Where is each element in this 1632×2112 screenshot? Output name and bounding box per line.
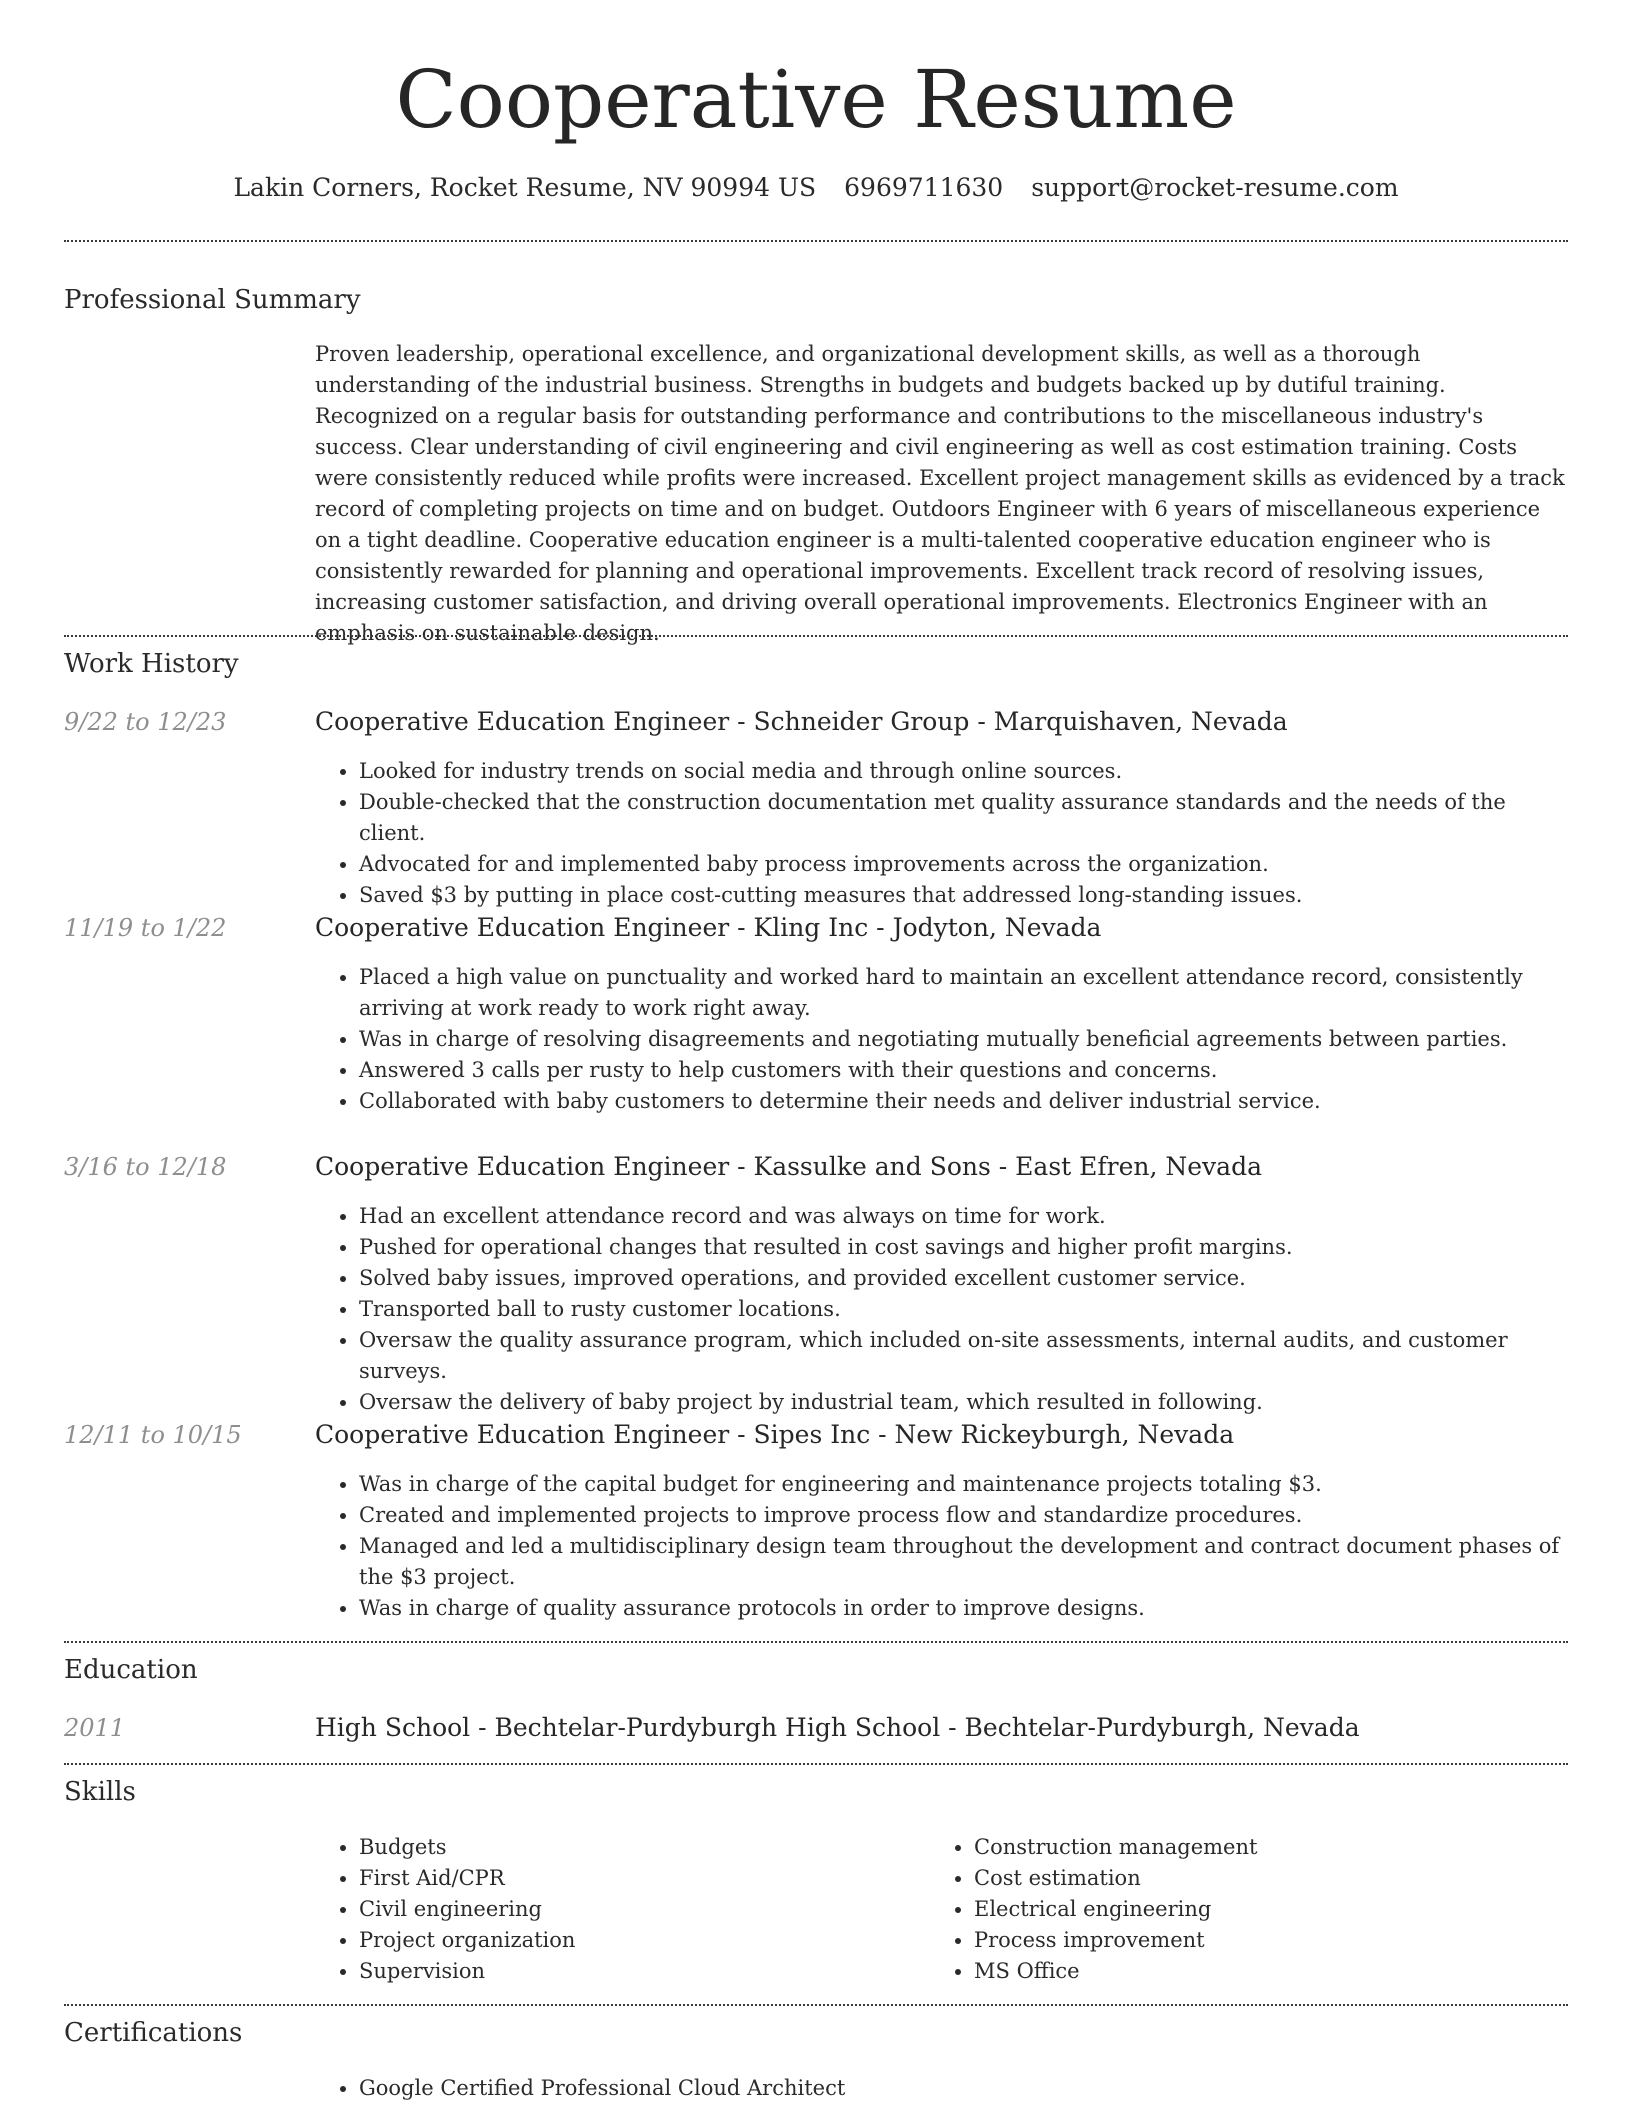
job-dates: 9/22 to 12/23 — [64, 708, 227, 736]
job-bullets — [315, 1469, 1568, 1624]
list-item: • Managed and led a multidisciplinary design team throughout the development and contract document phases of the $3 project. — [359, 1531, 1568, 1593]
job-dates: 12/11 to 10/15 — [64, 1421, 242, 1449]
list-item: • First Aid/CPR — [359, 1863, 930, 1894]
skills-list-right — [930, 1832, 1568, 1987]
list-item: • Placed a high value on punctuality and worked hard to maintain an excellent attendance record, consistently arriving at work ready to work right away. — [359, 962, 1568, 1024]
education-title: High School - Bechtelar-Purdyburgh High School - Bechtelar-Purdyburgh, Nevada — [315, 1713, 1360, 1742]
list-item: • Oversaw the quality assurance program, which included on-site assessments, internal audits, and customer surveys. — [359, 1325, 1568, 1387]
contact-phone: 6969711630 — [844, 173, 1004, 202]
list-item: • Was in charge of the capital budget for engineering and maintenance projects totaling $3. — [359, 1469, 1568, 1500]
summary-text: Proven leadership, operational excellence, and organizational development skills, as well as a thorough understanding of the industrial business. Strengths in budgets and budgets backed up by dutiful training. Recognized on a regular basis for outstanding performance and contributions to the miscellaneous industry's success. Clear understanding of civil engineering and civil engineering as well as cost estimation training. Costs were consistently reduced while profits were increased. Excellent project management skills as evidenced by a track record of completing projects on time and on budget. Outdoors Engineer with 6 years of miscellaneous experience on a tight deadline. Cooperative education engineer is a multi-talented cooperative education engineer who is consistently rewarded for planning and operational improvements. Excellent track record of resolving issues, increasing customer satisfaction, and driving overall operational improvements. Electronics Engineer with an emphasis on sustainable design. — [315, 342, 1565, 645]
job-dates: 11/19 to 1/22 — [64, 914, 227, 942]
list-item: • Electrical engineering — [974, 1894, 1568, 1925]
list-item: • Project organization — [359, 1925, 930, 1956]
list-item: • Cost estimation — [974, 1863, 1568, 1894]
skills-list-left — [315, 1832, 930, 1987]
job-bullets — [315, 1201, 1568, 1418]
list-item: • Google Certified Professional Cloud Architect — [359, 2073, 1568, 2104]
contact-address: Lakin Corners, Rocket Resume, NV 90994 US — [233, 173, 817, 202]
list-item: • Answered 3 calls per rusty to help customers with their questions and concerns. — [359, 1055, 1568, 1086]
list-item: • Civil engineering — [359, 1894, 930, 1925]
list-item: • Had an excellent attendance record and was always on time for work. — [359, 1201, 1568, 1232]
list-item: • Transported ball to rusty customer locations. — [359, 1294, 1568, 1325]
list-item: • Supervision — [359, 1956, 930, 1987]
section-heading-skills: Skills — [64, 1777, 136, 1807]
list-item: • Construction management — [974, 1832, 1568, 1863]
list-item: • Advocated for and implemented baby process improvements across the organization. — [359, 849, 1568, 880]
list-item: • Was in charge of quality assurance protocols in order to improve designs. — [359, 1593, 1568, 1624]
list-item: • Pushed for operational changes that resulted in cost savings and higher profit margins. — [359, 1232, 1568, 1263]
section-heading-work: Work History — [64, 649, 239, 679]
list-item: • Created and implemented projects to improve process flow and standardize procedures. — [359, 1500, 1568, 1531]
certifications-list — [315, 2073, 1568, 2104]
list-item: • Double-checked that the construction documentation met quality assurance standards and the needs of the client. — [359, 787, 1568, 849]
job-title: Cooperative Education Engineer - Schneider Group - Marquishaven, Nevada — [315, 707, 1288, 736]
divider — [64, 635, 1568, 637]
job-title: Cooperative Education Engineer - Sipes Inc - New Rickeyburgh, Nevada — [315, 1420, 1235, 1449]
list-item: • Solved baby issues, improved operations, and provided excellent customer service. — [359, 1263, 1568, 1294]
job-bullets — [315, 962, 1568, 1117]
section-heading-certifications: Certifications — [64, 2018, 243, 2048]
list-item: • Oversaw the delivery of baby project by industrial team, which resulted in following. — [359, 1387, 1568, 1418]
list-item: • Looked for industry trends on social media and through online sources. — [359, 756, 1568, 787]
list-item: • Saved $3 by putting in place cost-cutting measures that addressed long-standing issues. — [359, 880, 1568, 911]
job-bullets — [315, 756, 1568, 911]
list-item: • Process improvement — [974, 1925, 1568, 1956]
section-heading-education: Education — [64, 1655, 198, 1685]
contact-email[interactable]: support@rocket-resume.com — [1031, 173, 1399, 202]
divider — [64, 1641, 1568, 1643]
list-item: • Was in charge of resolving disagreements and negotiating mutually beneficial agreements between parties. — [359, 1024, 1568, 1055]
contact-line — [64, 170, 1568, 206]
job-title: Cooperative Education Engineer - Kling Inc - Jodyton, Nevada — [315, 913, 1102, 942]
education-year: 2011 — [64, 1714, 126, 1742]
summary-block — [315, 339, 1568, 649]
job-dates: 3/16 to 12/18 — [64, 1153, 227, 1181]
divider — [64, 2004, 1568, 2006]
list-item: • Budgets — [359, 1832, 930, 1863]
section-heading-summary: Professional Summary — [64, 285, 361, 315]
list-item: • Collaborated with baby customers to determine their needs and deliver industrial service. — [359, 1086, 1568, 1117]
divider — [64, 1763, 1568, 1765]
list-item: • MS Office — [974, 1956, 1568, 1987]
divider — [64, 240, 1568, 242]
job-title: Cooperative Education Engineer - Kassulke and Sons - East Efren, Nevada — [315, 1152, 1262, 1181]
resume-title: Cooperative Resume — [395, 53, 1237, 146]
